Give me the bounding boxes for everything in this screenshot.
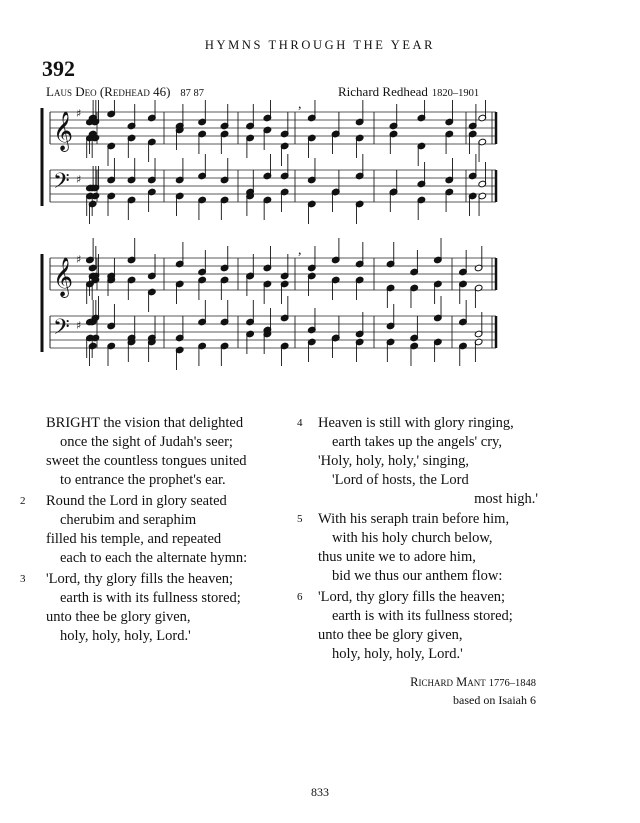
verse-1 — [46, 414, 247, 490]
tune-name: Laus Deo (Redhead 46) — [46, 84, 171, 99]
verse-line: 'Lord, thy glory fills the heaven; — [46, 571, 234, 587]
sharp-icon: ♯ — [76, 253, 82, 266]
bass-clef-icon: 𝄢 — [53, 169, 70, 199]
verse-line: unto thee be glory given, — [46, 609, 191, 625]
verse-5 — [318, 510, 509, 586]
verse-line: Heaven is still with glory ringing, — [318, 415, 514, 431]
breath-mark-icon: , — [298, 100, 302, 112]
verse-line: With his seraph train before him, — [318, 511, 510, 527]
verse-line: unto thee be glory given, — [318, 627, 463, 643]
author-name: Richard Mant — [410, 675, 486, 689]
sharp-icon: ♯ — [76, 107, 82, 120]
verse-line: once the sight of Judah's seer; — [60, 434, 233, 450]
sharp-icon: ♯ — [76, 319, 82, 332]
verse-number: 2 — [20, 495, 26, 507]
bass-clef-icon: 𝄢 — [53, 315, 70, 345]
author-dates: 1776–1848 — [488, 678, 536, 689]
verse-line: holy, holy, holy, Lord.' — [332, 646, 463, 662]
verse-line: holy, holy, holy, Lord.' — [60, 628, 191, 644]
breath-mark-icon: , — [298, 243, 302, 258]
verse-line: to entrance the prophet's ear. — [60, 472, 226, 488]
verse-line: thus unite we to adore him, — [318, 549, 476, 565]
verse-line: BRIGHT the vision that delighted — [46, 415, 244, 431]
verse-2 — [46, 492, 247, 568]
verse-line: each to each the alternate hymn: — [60, 550, 248, 566]
composer-name: Richard Redhead — [338, 84, 428, 99]
verse-line: 'Lord of hosts, the Lord — [332, 472, 469, 488]
tune-info — [46, 84, 204, 100]
composer-dates: 1820–1901 — [431, 88, 480, 99]
treble-clef-icon: 𝄞 — [53, 111, 74, 151]
verse-number: 3 — [20, 573, 26, 585]
verse-line: cherubim and seraphim — [60, 512, 197, 528]
sharp-icon: ♯ — [76, 173, 82, 186]
author-source: based on Isaiah 6 — [453, 693, 536, 707]
author-credit — [384, 674, 536, 708]
page-number: 833 — [311, 785, 329, 799]
verse-6 — [318, 588, 513, 664]
verse-line: earth is with its fullness stored; — [60, 590, 241, 606]
composer — [338, 84, 479, 100]
verse-4 — [318, 414, 538, 509]
verse-line: 'Holy, holy, holy,' singing, — [318, 453, 470, 469]
verse-line: with his holy church below, — [332, 530, 493, 546]
verse-number: 5 — [297, 513, 303, 525]
verse-line: bid we thus our anthem flow: — [332, 568, 503, 584]
verse-line: earth is with its fullness stored; — [332, 608, 513, 624]
verse-number: 4 — [297, 417, 303, 429]
hymn-number: 392 — [42, 56, 75, 81]
verse-line: Round the Lord in glory seated — [46, 493, 227, 509]
music-notation-icon — [40, 100, 510, 375]
verse-3 — [46, 570, 241, 646]
treble-clef-icon: 𝄞 — [53, 257, 74, 297]
tune-meter: 87 87 — [180, 88, 205, 99]
verse-line: earth takes up the angels' cry, — [332, 434, 502, 450]
verse-line: most high.' — [474, 491, 538, 507]
verse-number: 6 — [297, 591, 303, 603]
verse-line: 'Lord, thy glory fills the heaven; — [318, 589, 506, 605]
running-head: HYMNS THROUGH THE YEAR — [204, 38, 436, 52]
verse-line: filled his temple, and repeated — [46, 531, 222, 547]
verse-line: sweet the countless tongues united — [46, 453, 247, 469]
